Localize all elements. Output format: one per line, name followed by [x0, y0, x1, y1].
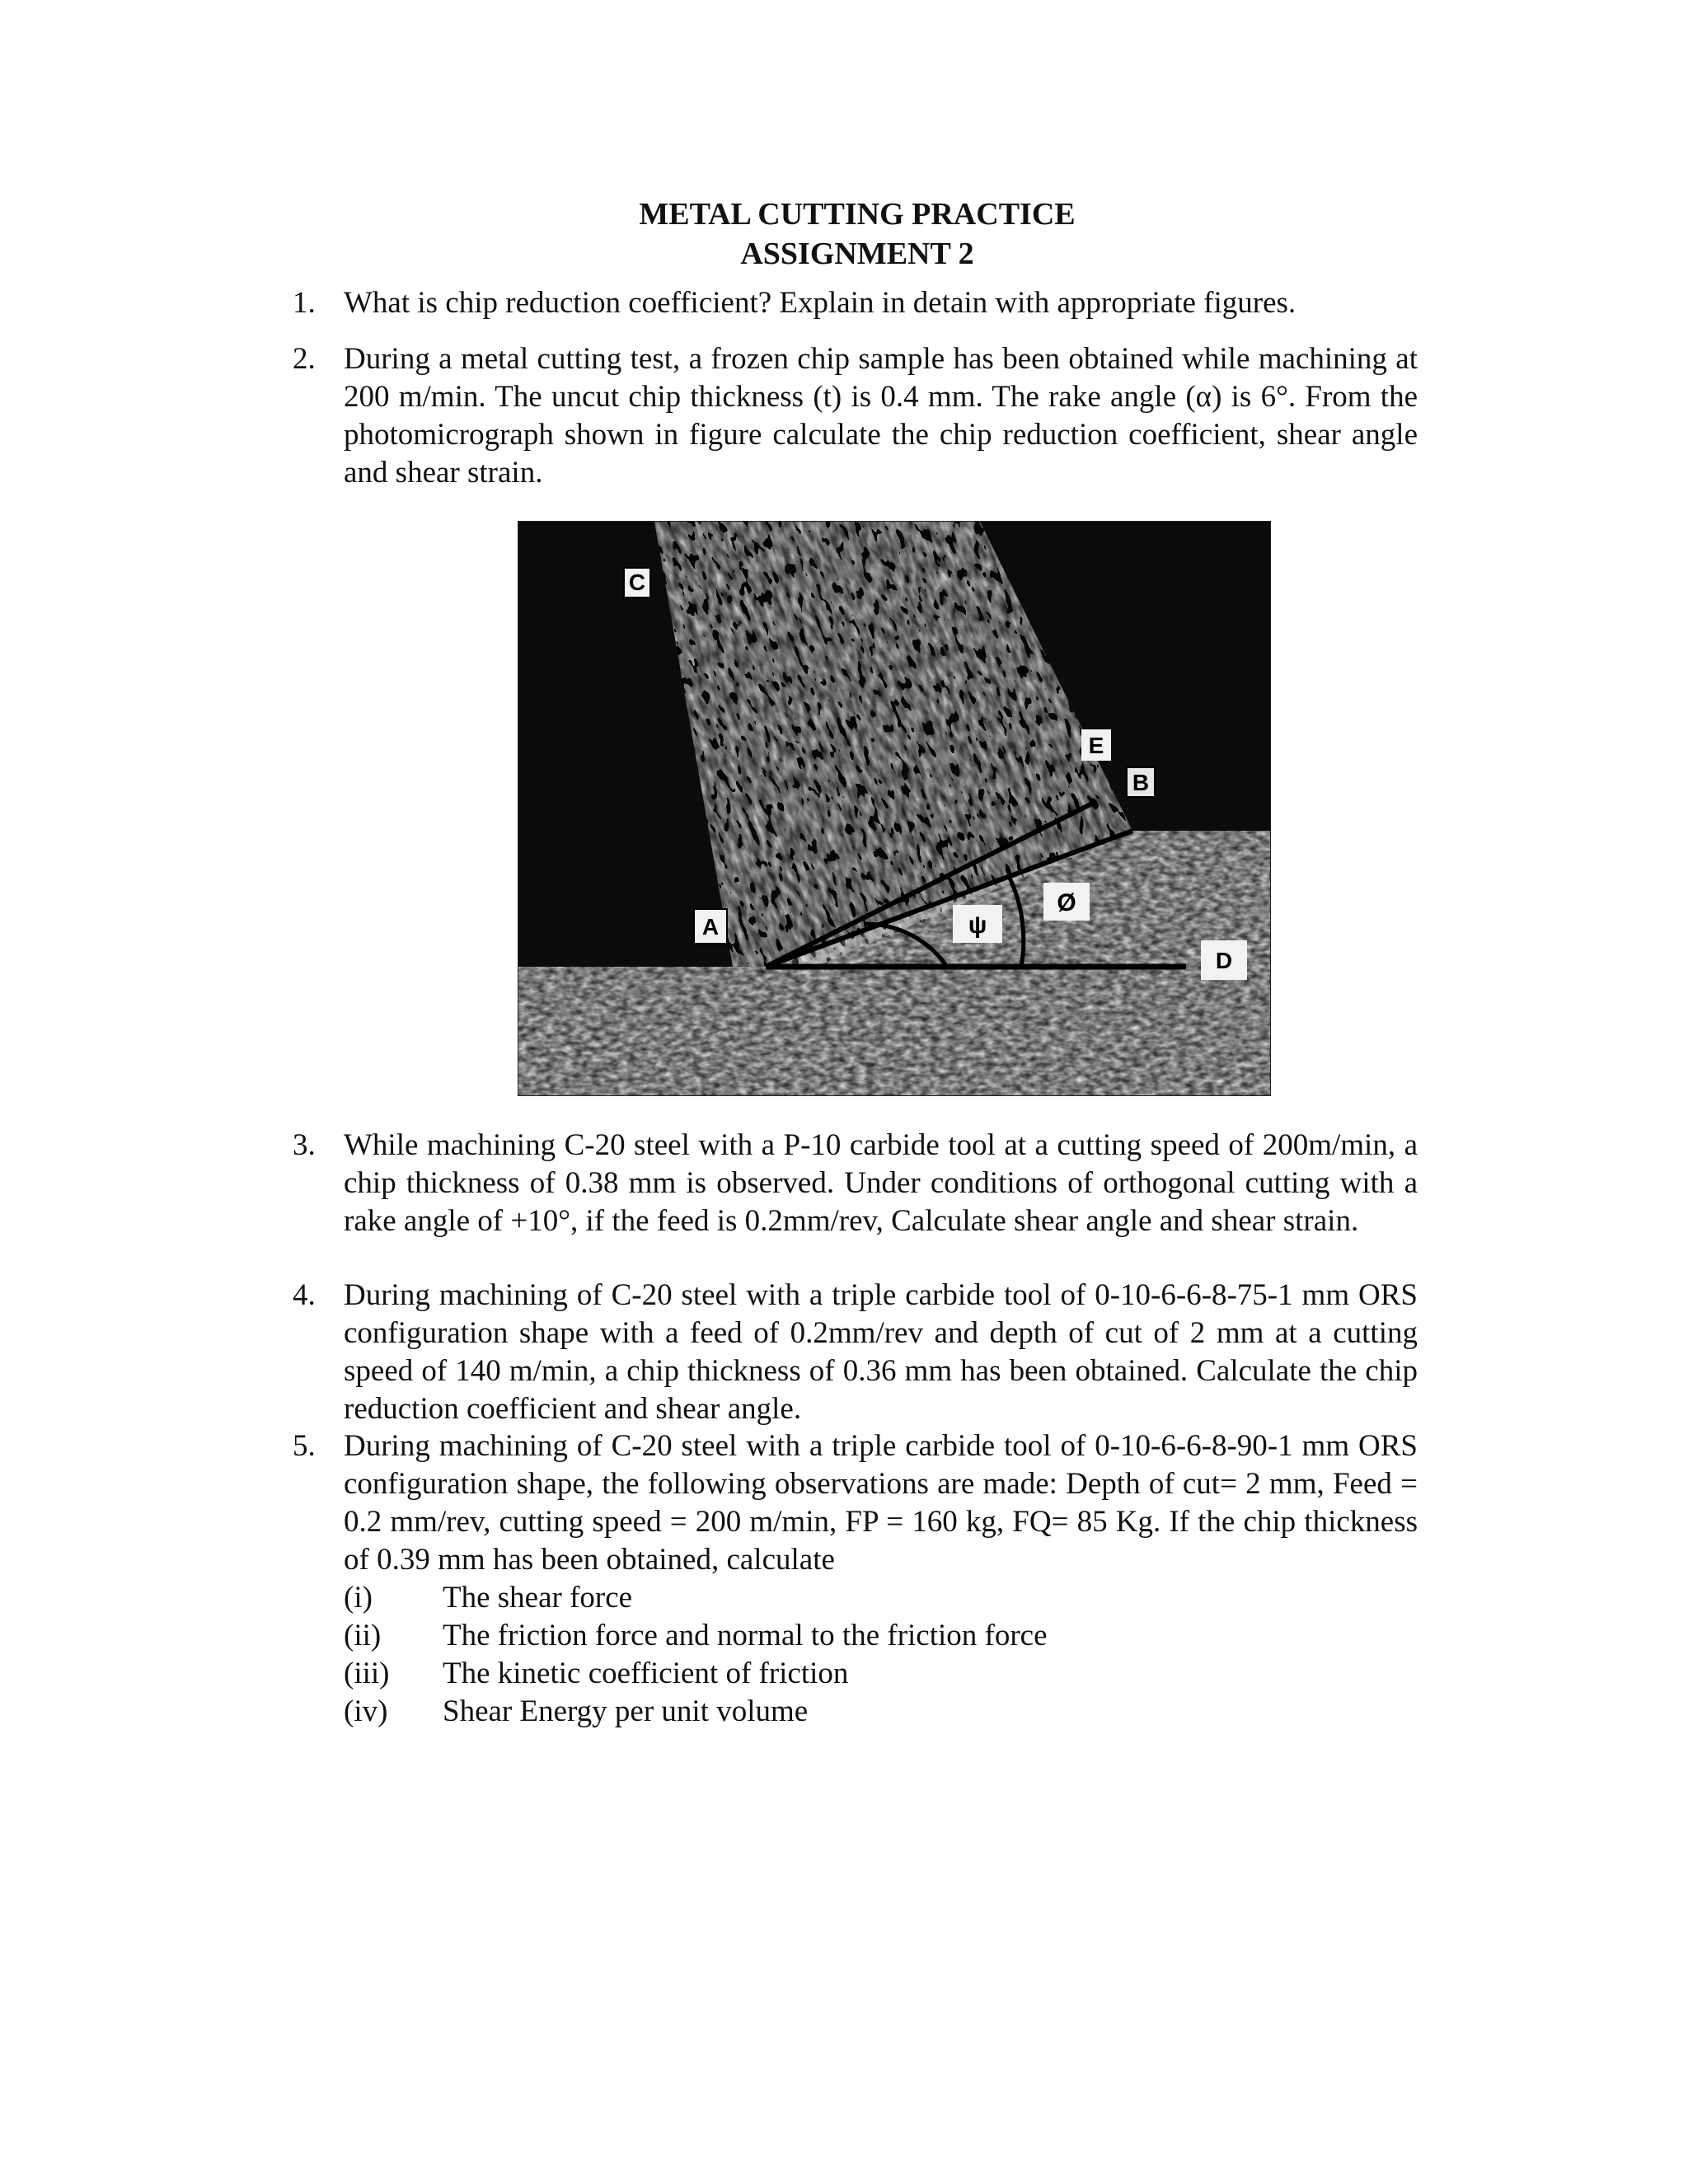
question-text: While machining C-20 steel with a P-10 carbide tool at a cutting speed of 200m/min, a chip thickness of 0.38 mm is observed. Under conditions of orthogonal cutting with a rake angle of +10°, if the feed is 0.2mm/rev, Calculate shear angle and shear strain. [344, 1128, 1418, 1238]
question-1 [293, 284, 1418, 322]
question-text: During machining of C-20 steel with a triple carbide tool of 0-10-6-6-8-75-1 mm ORS configuration shape with a feed of 0.2mm/rev and depth of cut of 2 mm at a cutting speed of 140 m/min, a chip thickness of 0.36 mm has been obtained. Calculate the chip reduction coefficient and shear angle. [344, 1278, 1418, 1426]
svg-text:ψ: ψ [968, 912, 987, 939]
document-title [0, 194, 1688, 274]
figure-label-psi [953, 905, 1002, 943]
svg-text:C: C [628, 569, 646, 595]
question-4 [293, 1277, 1418, 1428]
figure-label-c [624, 568, 650, 598]
title-line-1: METAL CUTTING PRACTICE [639, 197, 1076, 232]
svg-text:E: E [1088, 733, 1104, 758]
svg-text:B: B [1132, 770, 1150, 795]
question-5 [293, 1427, 1418, 1731]
sub-item [344, 1617, 1418, 1655]
sub-item [344, 1579, 1418, 1617]
sub-item [344, 1693, 1418, 1731]
svg-text:Ø: Ø [1057, 889, 1076, 916]
svg-text:D: D [1215, 948, 1233, 973]
sub-item-text: The friction force and normal to the friction force [443, 1619, 1048, 1652]
sub-item-text: The kinetic coefficient of friction [443, 1657, 849, 1690]
figure-label-phi [1043, 883, 1090, 921]
photomicrograph-image [518, 522, 1270, 1095]
question-3 [293, 1127, 1418, 1240]
sub-item-label: (ii) [344, 1619, 382, 1652]
figure-label-e [1081, 729, 1111, 761]
sub-item-label: (i) [344, 1581, 373, 1615]
svg-text:A: A [701, 914, 720, 940]
figure-label-b [1127, 767, 1155, 797]
sub-item-text: Shear Energy per unit volume [443, 1694, 809, 1728]
question-text: During machining of C-20 steel with a triple carbide tool of 0-10-6-6-8-90-1 mm ORS configuration shape, the following observations are made: Depth of cut= 2 mm, Feed = 0.2 mm/rev, cutting speed = 200 m/min, FP = 160 kg, FQ= 85 Kg. If the chip thickness of 0.39 mm has been obtained, calculate [344, 1429, 1418, 1577]
question-text: During a metal cutting test, a frozen chip sample has been obtained while machining at 200 m/min. The uncut chip thickness (t) is 0.4 mm. The rake angle (α) is 6°. From the photomicrograph shown in figure calculate the chip reduction coefficient, shear angle and shear strain. [344, 342, 1418, 490]
question-number: 1. [293, 286, 316, 320]
question-number: 3. [293, 1128, 316, 1162]
question-2 [293, 340, 1418, 492]
question-number: 5. [293, 1429, 316, 1463]
sub-item [344, 1655, 1418, 1693]
question-number: 4. [293, 1278, 316, 1312]
sub-item-label: (iv) [344, 1694, 388, 1728]
question-number: 2. [293, 342, 316, 376]
photomicrograph-figure [518, 521, 1271, 1096]
figure-label-d [1201, 940, 1247, 980]
figure-label-a [694, 909, 727, 944]
title-line-2: ASSIGNMENT 2 [740, 237, 974, 271]
question-text: What is chip reduction coefficient? Explain in detain with appropriate figures. [344, 286, 1296, 320]
sub-item-text: The shear force [443, 1581, 633, 1615]
sub-item-label: (iii) [344, 1657, 390, 1690]
